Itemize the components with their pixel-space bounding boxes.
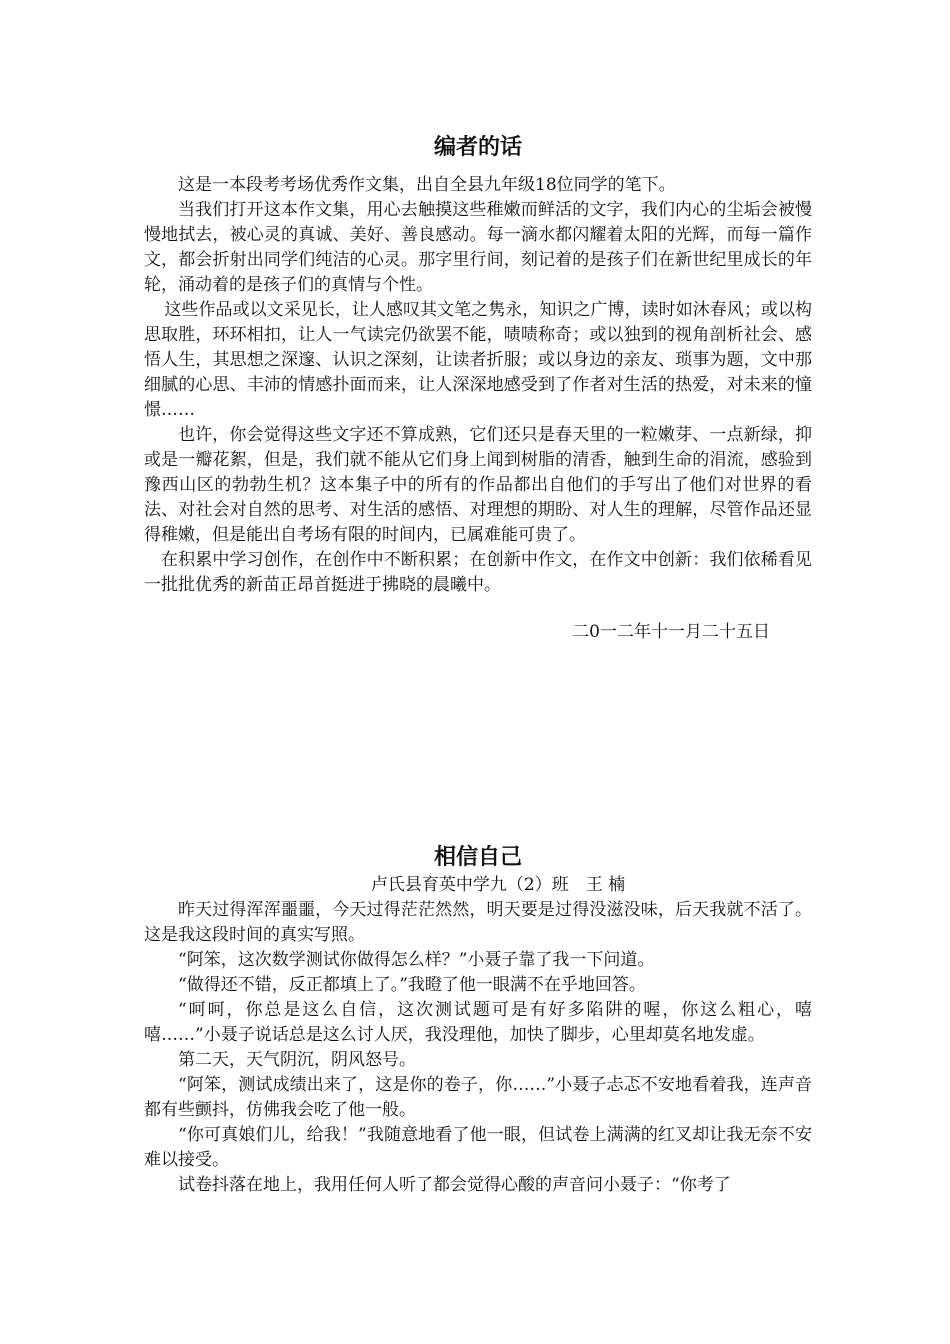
essay-paragraph: 昨天过得浑浑噩噩，今天过得茫茫然然，明天要是过得没滋没味，后天我就不活了。这是我这段时间的真实写照。 [144, 900, 812, 945]
essay-paragraph: “阿笨，测试成绩出来了，这是你的卷子，你……”小聂子忐忑不安地看着我，连声音都有些颤抖，仿佛我会吃了他一般。 [144, 1075, 812, 1120]
essay-paragraph: 试卷抖落在地上，我用任何人听了都会觉得心酸的声音问小聂子：“你考了 [178, 1175, 731, 1195]
essay-paragraph: 第二天，天气阴沉，阴风怒号。 [178, 1050, 416, 1070]
editor-note-date: 二0一二年十一月二十五日 [572, 622, 770, 642]
essay-byline: 卢氏县育英中学九（2）班 王 楠 [370, 875, 626, 895]
editor-note-title: 编者的话 [433, 135, 522, 160]
essay-paragraph: “阿笨，这次数学测试你做得怎么样？”小聂子靠了我一下问道。 [178, 950, 655, 970]
editor-note-paragraph: 也许，你会觉得这些文字还不算成熟，它们还只是春天里的一粒嫩芽、一点新绿，抑或是一瓣花絮，但是，我们就不能从它们身上闻到树脂的清香，触到生命的涓流，感验到豫西山区的勃勃生机？这本集子中的所有的作品都出自他们的手写出了他们对世界的看法、对社会对自然的思考、对生活的感悟、对理想的期盼、对人生的理解，尽管作品还显得稚嫩，但是能出自考场有限的时间内，已属难能可贵了。 [144, 425, 812, 545]
editor-note-paragraph: 这是一本段考考场优秀作文集，出自全县九年级18位同学的笔下。 [178, 175, 676, 195]
editor-note-section [144, 133, 812, 645]
editor-note-paragraph: 在积累中学习创作，在创作中不断积累；在创新中作文，在作文中创新：我们依稀看见一批批优秀的新苗正昂首挺进于拂晓的晨曦中。 [144, 550, 812, 595]
essay-title: 相信自己 [433, 845, 522, 870]
essay-paragraph: “你可真娘们儿，给我！”我随意地看了他一眼，但试卷上满满的红叉却让我无奈不安难以接受。 [144, 1125, 812, 1170]
essay-section [144, 843, 812, 1198]
essay-paragraph: “做得还不错，反正都填上了。”我瞪了他一眼满不在乎地回答。 [178, 975, 646, 995]
editor-note-paragraph: 这些作品或以文采见长，让人感叹其文笔之隽永，知识之广博，读时如沐春风；或以构思取胜，环环相扣，让人一气读完仍欲罢不能，啧啧称奇；或以独到的视角剖析社会、感悟人生，其思想之深邃、认识之深刻，让读者折服；或以身边的亲友、琐事为题，文中那细腻的心思、丰沛的情感扑面而来，让人深深地感受到了作者对生活的热爱，对未来的憧憬…… [144, 300, 812, 420]
essay-paragraph: “呵呵，你总是这么自信，这次测试题可是有好多陷阱的喔，你这么粗心，嘻嘻……”小聂子说话总是这么讨人厌，我没理他，加快了脚步，心里却莫名地发虚。 [144, 1000, 812, 1045]
editor-note-paragraph: 当我们打开这本作文集，用心去触摸这些稚嫩而鲜活的文字，我们内心的尘垢会被慢慢地拭去，被心灵的真诚、美好、善良感动。每一滴水都闪耀着太阳的光辉，而每一篇作文，都会折射出同学们纯洁的心灵。那字里行间，刻记着的是孩子们在新世纪里成长的年轮，涌动着的是孩子们的真情与个性。 [144, 200, 812, 295]
